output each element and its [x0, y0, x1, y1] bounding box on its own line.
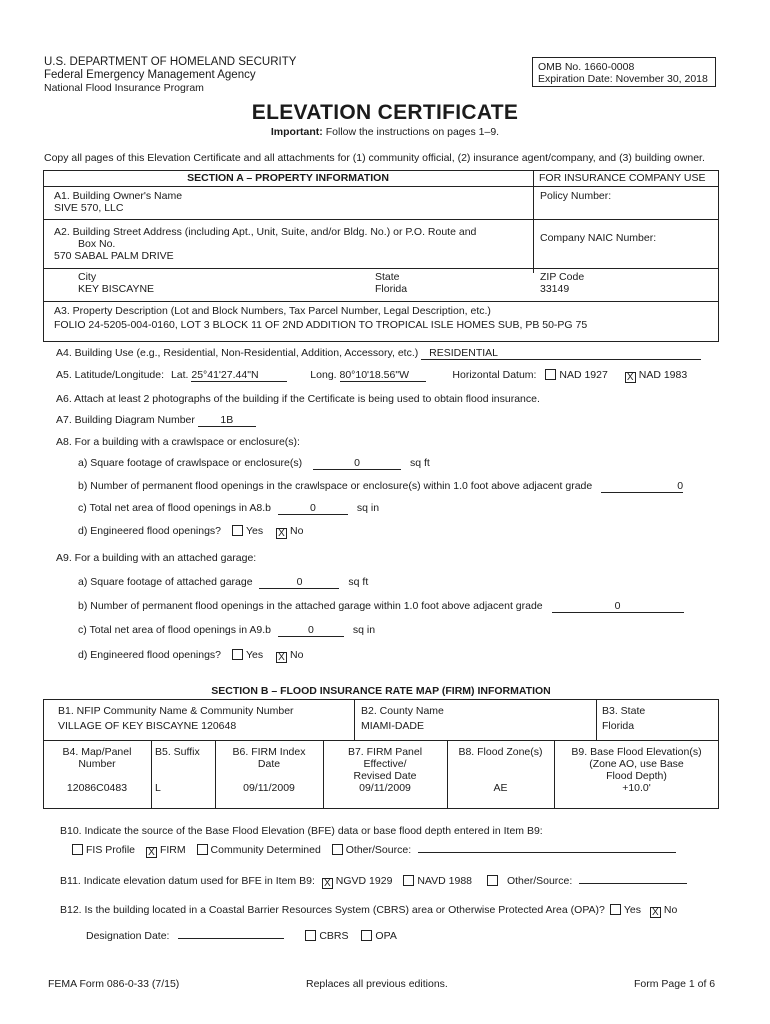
nad1983-label: NAD 1983	[638, 369, 688, 381]
ngvd-label: NGVD 1929	[335, 875, 393, 887]
b8-label: B8. Flood Zone(s)	[458, 746, 543, 758]
a8b-value[interactable]: 0	[601, 480, 683, 493]
a1-label: A1. Building Owner's Name	[54, 190, 183, 202]
important-label: Important:	[270, 126, 323, 138]
footer-form-number: FEMA Form 086-0-33 (7/15)	[48, 978, 180, 990]
a8c-label: c) Total net area of flood openings in A8.b	[78, 502, 272, 514]
community-determined-label: Community Determined	[210, 844, 321, 856]
a9a-label: a) Square footage of attached garage	[78, 576, 253, 588]
a5-label: A5. Latitude/Longitude:	[56, 369, 165, 381]
a1-value[interactable]: SIVE 570, LLC	[54, 202, 124, 214]
a7-value[interactable]: 1B	[198, 414, 256, 427]
a8c-value[interactable]: 0	[278, 502, 348, 515]
b5-label: B5. Suffix	[155, 746, 200, 758]
a9b-value[interactable]: 0	[552, 600, 684, 613]
section-b-title: SECTION B – FLOOD INSURANCE RATE MAP (FIRM) INFORMATION	[211, 685, 551, 697]
opa-checkbox[interactable]	[361, 930, 372, 941]
long-label: Long.	[310, 369, 337, 381]
zip-label: ZIP Code	[540, 271, 585, 283]
firm-checkbox[interactable]: X	[146, 847, 157, 858]
nad1983-checkbox[interactable]: X	[625, 372, 636, 383]
footer-page: Form Page 1 of 6	[634, 978, 716, 990]
a9d-no-label: No	[290, 649, 304, 661]
insurance-use-title: FOR INSURANCE COMPANY USE	[539, 172, 706, 184]
nfip-name: National Flood Insurance Program	[44, 82, 204, 94]
a8d-no-checkbox[interactable]: X	[276, 528, 287, 539]
a9c-unit: sq in	[352, 624, 376, 636]
policy-number-label[interactable]: Policy Number:	[540, 190, 612, 202]
omb-box	[532, 57, 716, 87]
b10-label: B10. Indicate the source of the Base Flood Elevation (BFE) data or base flood depth entered in Item B9:	[60, 825, 543, 837]
nad1927-label: NAD 1927	[559, 369, 608, 381]
b12-yes-label: Yes	[623, 904, 641, 916]
navd-checkbox[interactable]	[403, 875, 414, 886]
b9-value[interactable]: +10.0'	[622, 782, 651, 794]
nad1927-checkbox[interactable]	[545, 369, 556, 380]
b1-value[interactable]: VILLAGE OF KEY BISCAYNE 120648	[58, 720, 237, 732]
a4-value[interactable]: RESIDENTIAL	[421, 347, 701, 360]
navd-label: NAVD 1988	[417, 875, 473, 887]
b2-value[interactable]: MIAMI-DADE	[361, 720, 424, 732]
a8a-value[interactable]: 0	[313, 457, 401, 470]
b6-value[interactable]: 09/11/2009	[243, 782, 295, 794]
a9a-unit: sq ft	[348, 576, 369, 588]
copy-note: Copy all pages of this Elevation Certificate and all attachments for (1) community official, (2) insurance agent/company, and (3) building owner.	[44, 152, 705, 164]
designation-date-field[interactable]	[178, 928, 284, 939]
a8b-label: b) Number of permanent flood openings in the crawlspace or enclosure(s) within 1.0 foot above adjacent grade	[78, 480, 593, 492]
lat-label: Lat.	[170, 369, 189, 381]
a9-label: A9. For a building with an attached garage:	[56, 552, 257, 564]
cbrs-label: CBRS	[319, 930, 349, 942]
b9-label: B9. Base Flood Elevation(s) (Zone AO, use Base Flood Depth)	[571, 746, 702, 782]
page-title: ELEVATION CERTIFICATE	[251, 101, 519, 124]
a8a-unit: sq ft	[409, 457, 430, 469]
a3-label: A3. Property Description (Lot and Block Numbers, Tax Parcel Number, Legal Description, etc.)	[54, 305, 491, 317]
b12-no-checkbox[interactable]: X	[650, 907, 661, 918]
important-text: Follow the instructions on pages 1–9.	[325, 126, 500, 138]
b11-other-checkbox[interactable]	[487, 875, 498, 886]
footer-replaces: Replaces all previous editions.	[306, 978, 448, 990]
a9d-no-checkbox[interactable]: X	[276, 652, 287, 663]
b11-label: B11. Indicate elevation datum used for BFE in Item B9:	[60, 875, 315, 887]
b1-label: B1. NFIP Community Name & Community Number	[58, 705, 294, 717]
a8d-label: d) Engineered flood openings?	[78, 525, 222, 537]
a8a-label: a) Square footage of crawlspace or enclosure(s)	[78, 457, 303, 469]
fis-label: FIS Profile	[86, 844, 136, 856]
a6-text: A6. Attach at least 2 photographs of the building if the Certificate is being used to obtain flood insurance.	[56, 393, 540, 405]
a2-label-2: Box No.	[78, 238, 116, 250]
a9b-label: b) Number of permanent flood openings in the attached garage within 1.0 foot above adjacent grade	[78, 600, 543, 612]
b3-label: B3. State	[602, 705, 646, 717]
a4-label: A4. Building Use (e.g., Residential, Non-Residential, Addition, Accessory, etc.)	[56, 347, 419, 359]
b11-other-label: Other/Source:	[506, 875, 573, 887]
a8d-yes-checkbox[interactable]	[232, 525, 243, 536]
b2-label: B2. County Name	[361, 705, 444, 717]
a9c-value[interactable]: 0	[278, 624, 344, 637]
a9c-label: c) Total net area of flood openings in A9.b	[78, 624, 272, 636]
b12-yes-checkbox[interactable]	[610, 904, 621, 915]
long-value[interactable]: 80°10'18.56"W	[340, 369, 426, 382]
section-a-title: SECTION A – PROPERTY INFORMATION	[187, 172, 389, 184]
datum-label: Horizontal Datum:	[452, 369, 537, 381]
a3-value[interactable]: FOLIO 24-5205-004-0160, LOT 3 BLOCK 11 OF 2ND ADDITION TO TROPICAL ISLE HOMES SUB, PB 50-PG 75	[54, 319, 588, 331]
zip-value[interactable]: 33149	[540, 283, 570, 295]
dept-name: U.S. DEPARTMENT OF HOMELAND SECURITY	[44, 56, 297, 68]
a9d-yes-label: Yes	[245, 649, 264, 661]
a8c-unit: sq in	[356, 502, 380, 514]
b12-label: B12. Is the building located in a Coastal Barrier Resources System (CBRS) area or Otherwise Protected Area (OPA)?	[60, 904, 605, 916]
a8d-yes-label: Yes	[245, 525, 264, 537]
b8-value[interactable]: AE	[493, 782, 508, 794]
b10-other-label: Other/Source:	[345, 844, 412, 856]
omb-number: OMB No. 1660-0008	[538, 61, 635, 73]
a8d-no-label: No	[290, 525, 304, 537]
b7-value[interactable]: 09/11/2009	[359, 782, 411, 794]
lat-value[interactable]: 25°41'27.44"N	[191, 369, 287, 382]
a2-label: A2. Building Street Address (including Apt., Unit, Suite, and/or Bldg. No.) or P.O. Route and	[54, 226, 477, 238]
b6-label: B6. FIRM Index Date	[232, 746, 306, 770]
a9d-label: d) Engineered flood openings?	[78, 649, 222, 661]
naic-label[interactable]: Company NAIC Number:	[540, 232, 657, 244]
ngvd-checkbox[interactable]: X	[322, 878, 333, 889]
b12-no-label: No	[663, 904, 678, 916]
fis-checkbox[interactable]	[72, 844, 83, 855]
a7-label: A7. Building Diagram Number	[56, 414, 195, 426]
city-value[interactable]: KEY BISCAYNE	[78, 283, 155, 295]
fema-name: Federal Emergency Management Agency	[44, 69, 256, 81]
designation-date-label: Designation Date:	[86, 930, 170, 942]
a2-value[interactable]: 570 SABAL PALM DRIVE	[54, 250, 174, 262]
a8-label: A8. For a building with a crawlspace or enclosure(s):	[56, 436, 300, 448]
community-determined-checkbox[interactable]	[197, 844, 208, 855]
b4-label: B4. Map/Panel Number	[62, 746, 132, 770]
omb-expiration: Expiration Date: November 30, 2018	[538, 73, 708, 85]
firm-label: FIRM	[159, 844, 186, 856]
b10-other-checkbox[interactable]	[332, 844, 343, 855]
b11-other-field[interactable]	[579, 873, 687, 884]
opa-label: OPA	[375, 930, 397, 942]
a9a-value[interactable]: 0	[259, 576, 339, 589]
b3-value[interactable]: Florida	[602, 720, 635, 732]
city-label: City	[78, 271, 97, 283]
a9d-yes-checkbox[interactable]	[232, 649, 243, 660]
state-label: State	[375, 271, 400, 283]
state-value[interactable]: Florida	[375, 283, 408, 295]
b5-value[interactable]: L	[155, 782, 161, 794]
b10-other-field[interactable]	[418, 842, 676, 853]
b7-label: B7. FIRM Panel Effective/ Revised Date	[347, 746, 423, 782]
b4-value[interactable]: 12086C0483	[66, 782, 128, 794]
cbrs-checkbox[interactable]	[305, 930, 316, 941]
